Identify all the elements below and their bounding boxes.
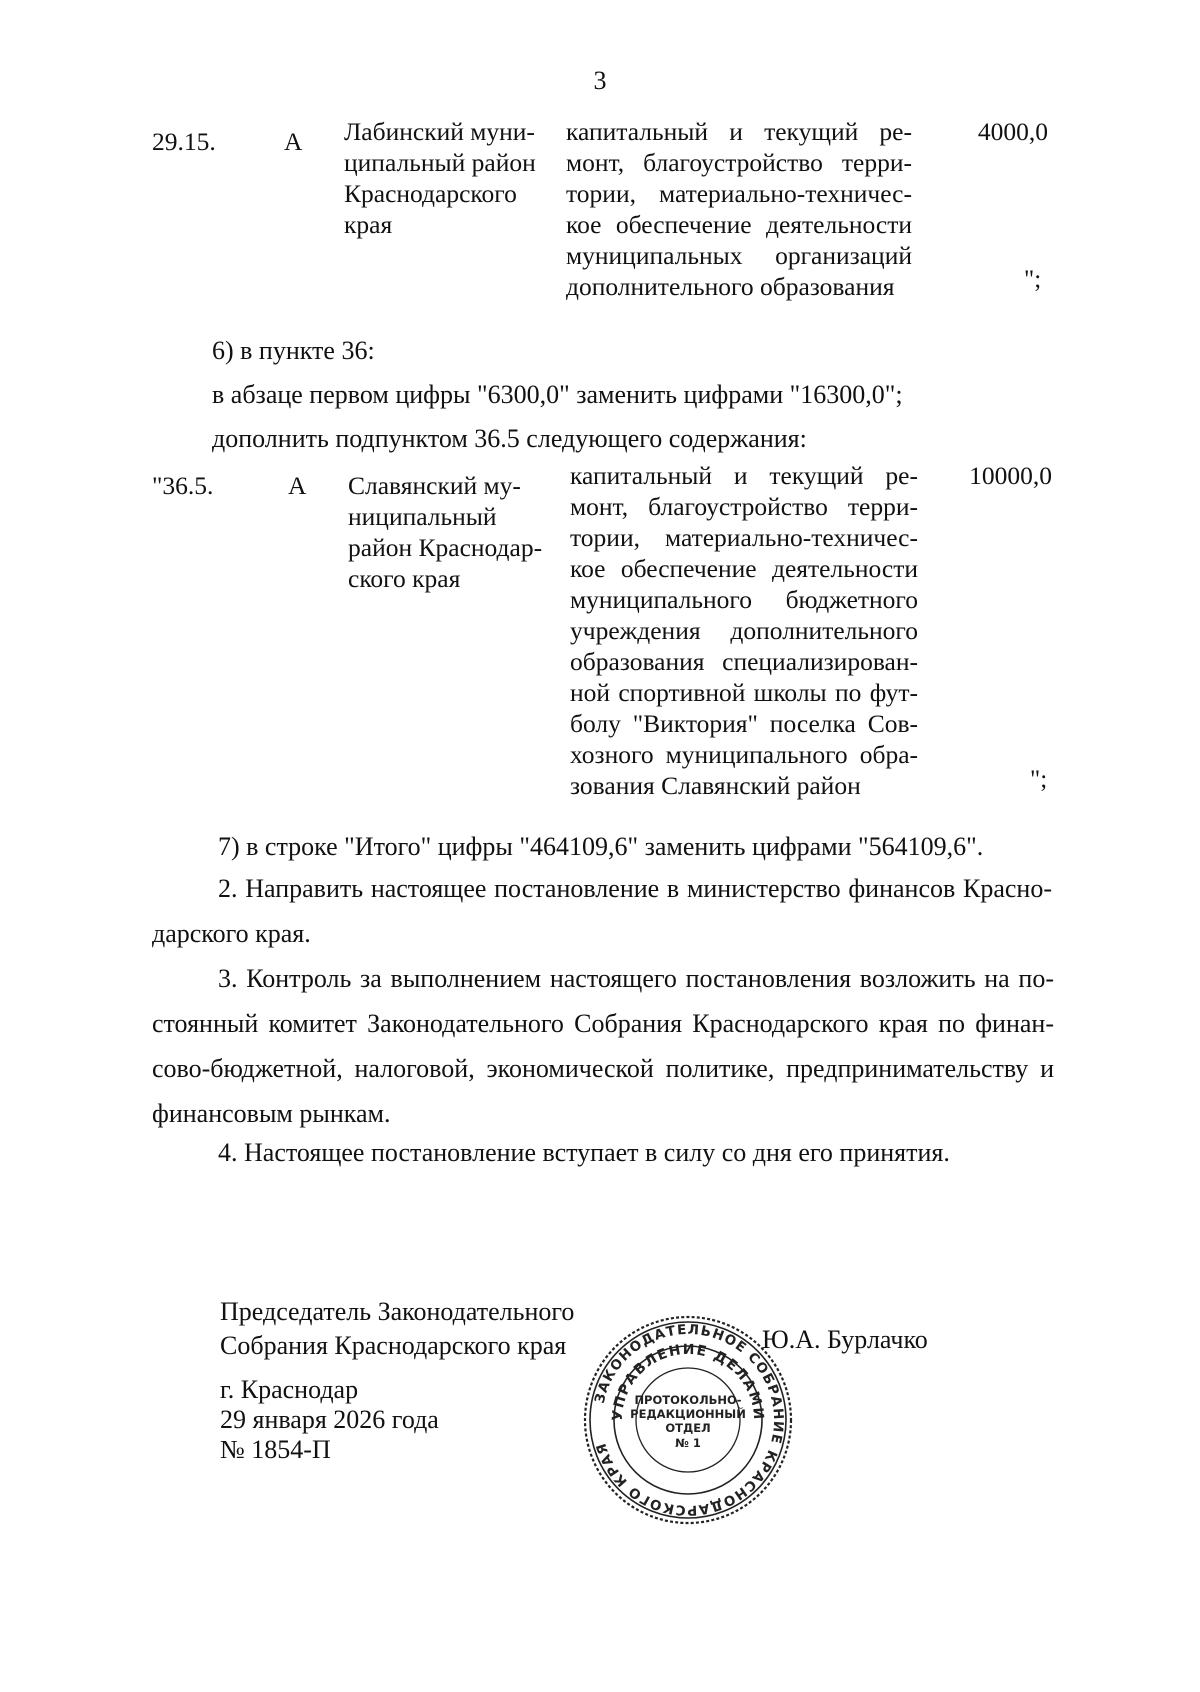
- paragraph-line: сово-бюджетной, налоговой, экономической политике, предпринимательству и: [152, 1054, 1054, 1083]
- svg-text:ПРОТОКОЛЬНО-: ПРОТОКОЛЬНО-: [634, 1393, 742, 1407]
- row-closing-quote: ";: [1030, 766, 1048, 793]
- signatory-name: Ю.А. Бурлачко: [762, 1325, 928, 1354]
- stamp-graphic: [582, 1314, 794, 1526]
- row-letter: А: [284, 127, 303, 156]
- purpose-line: зования Славянский район: [570, 771, 861, 800]
- row-amount: 4000,0: [977, 117, 1048, 146]
- signatory-position: Собрания Краснодарского края: [220, 1331, 567, 1360]
- paragraph-line: финансовым рынкам.: [152, 1099, 391, 1128]
- recipient-line: район Краснодар-: [348, 533, 543, 562]
- paragraph-line: 3. Контроль за выполнением настоящего постановления возложить на по-: [218, 964, 1054, 993]
- svg-text:ОТДЕЛ: ОТДЕЛ: [665, 1421, 711, 1435]
- purpose-line: муниципального бюджетного: [570, 585, 918, 614]
- purpose-line: дополнительного образования: [566, 272, 895, 301]
- official-stamp: [582, 1314, 794, 1526]
- row-closing-quote: ";: [1024, 266, 1042, 293]
- row-purpose: [566, 116, 912, 302]
- purpose-line: тории, материально-техничес-: [566, 179, 912, 208]
- item-7-paragraph: 7) в строке "Итого" цифры "464109,6" заменить цифрами "564109,6".: [218, 832, 984, 861]
- svg-text:РЕДАКЦИОННЫЙ: РЕДАКЦИОННЫЙ: [630, 1407, 746, 1421]
- point-4-paragraph: 4. Настоящее постановление вступает в силу со дня его принятия.: [218, 1138, 950, 1167]
- item-6-heading: 6) в пункте 36:: [212, 336, 375, 365]
- paragraph-line: стоянный комитет Законодательного Собрания Краснодарского края по финан-: [152, 1009, 1054, 1038]
- svg-text:ЗАКОНОДАТЕЛЬНОЕ СОБРАНИЕ КРАСН: ЗАКОНОДАТЕЛЬНОЕ СОБРАНИЕ КРАСНОДАРСКОГО КРАЯ: [591, 1321, 787, 1519]
- row-amount: 10000,0: [969, 461, 1052, 490]
- document-city: г. Краснодар: [220, 1375, 359, 1404]
- svg-text:УПРАВЛЕНИЕ ДЕЛАМИ: УПРАВЛЕНИЕ ДЕЛАМИ: [609, 1341, 767, 1422]
- row-purpose: [570, 460, 918, 801]
- recipient-line: ципальный район: [344, 148, 536, 177]
- purpose-line: кое обеспечение деятельности: [570, 554, 918, 583]
- document-date: 29 января 2026 года: [220, 1405, 439, 1434]
- purpose-line: тории, материально-техничес-: [570, 523, 918, 552]
- page-number: 3: [593, 66, 607, 95]
- purpose-line: монт, благоустройство терри-: [566, 148, 912, 177]
- recipient-line: Краснодарского: [344, 179, 517, 208]
- recipient-line: ниципальный: [348, 502, 497, 531]
- purpose-line: учреждения дополнительного: [570, 616, 918, 645]
- row-recipient: [344, 116, 554, 240]
- purpose-line: хозного муниципального обра-: [570, 740, 918, 769]
- document-number: № 1854-П: [220, 1435, 331, 1464]
- purpose-line: образования специализирован-: [570, 647, 918, 676]
- purpose-line: ной спортивной школы по фут-: [570, 678, 918, 707]
- row-number: 29.15.: [152, 127, 216, 156]
- purpose-line: монт, благоустройство терри-: [570, 492, 918, 521]
- svg-text:№ 1: № 1: [675, 1436, 701, 1450]
- item-6-paragraph: в абзаце первом цифры "6300,0" заменить цифрами "16300,0";: [212, 380, 903, 409]
- item-6-paragraph: дополнить подпунктом 36.5 следующего содержания:: [212, 424, 807, 453]
- purpose-line: муниципальных организаций: [566, 241, 912, 270]
- recipient-line: Лабинский муни-: [344, 117, 535, 146]
- purpose-line: капитальный и текущий ре-: [566, 117, 912, 146]
- purpose-line: кое обеспечение деятельности: [566, 210, 912, 239]
- signatory-position: Председатель Законодательного: [220, 1297, 575, 1326]
- point-2-paragraph: [152, 866, 1052, 956]
- paragraph-line: дарского края.: [152, 919, 311, 948]
- recipient-line: Славянский му-: [348, 471, 521, 500]
- point-3-paragraph: [152, 956, 1054, 1136]
- row-letter: А: [288, 471, 307, 500]
- row-number: "36.5.: [152, 471, 214, 500]
- paragraph-line: 2. Направить настоящее постановление в министерство финансов Красно-: [218, 874, 1052, 903]
- recipient-line: края: [344, 210, 393, 239]
- purpose-line: капитальный и текущий ре-: [570, 461, 918, 490]
- row-recipient: [348, 470, 558, 594]
- purpose-line: болу "Виктория" поселка Сов-: [570, 709, 918, 738]
- recipient-line: ского края: [348, 564, 461, 593]
